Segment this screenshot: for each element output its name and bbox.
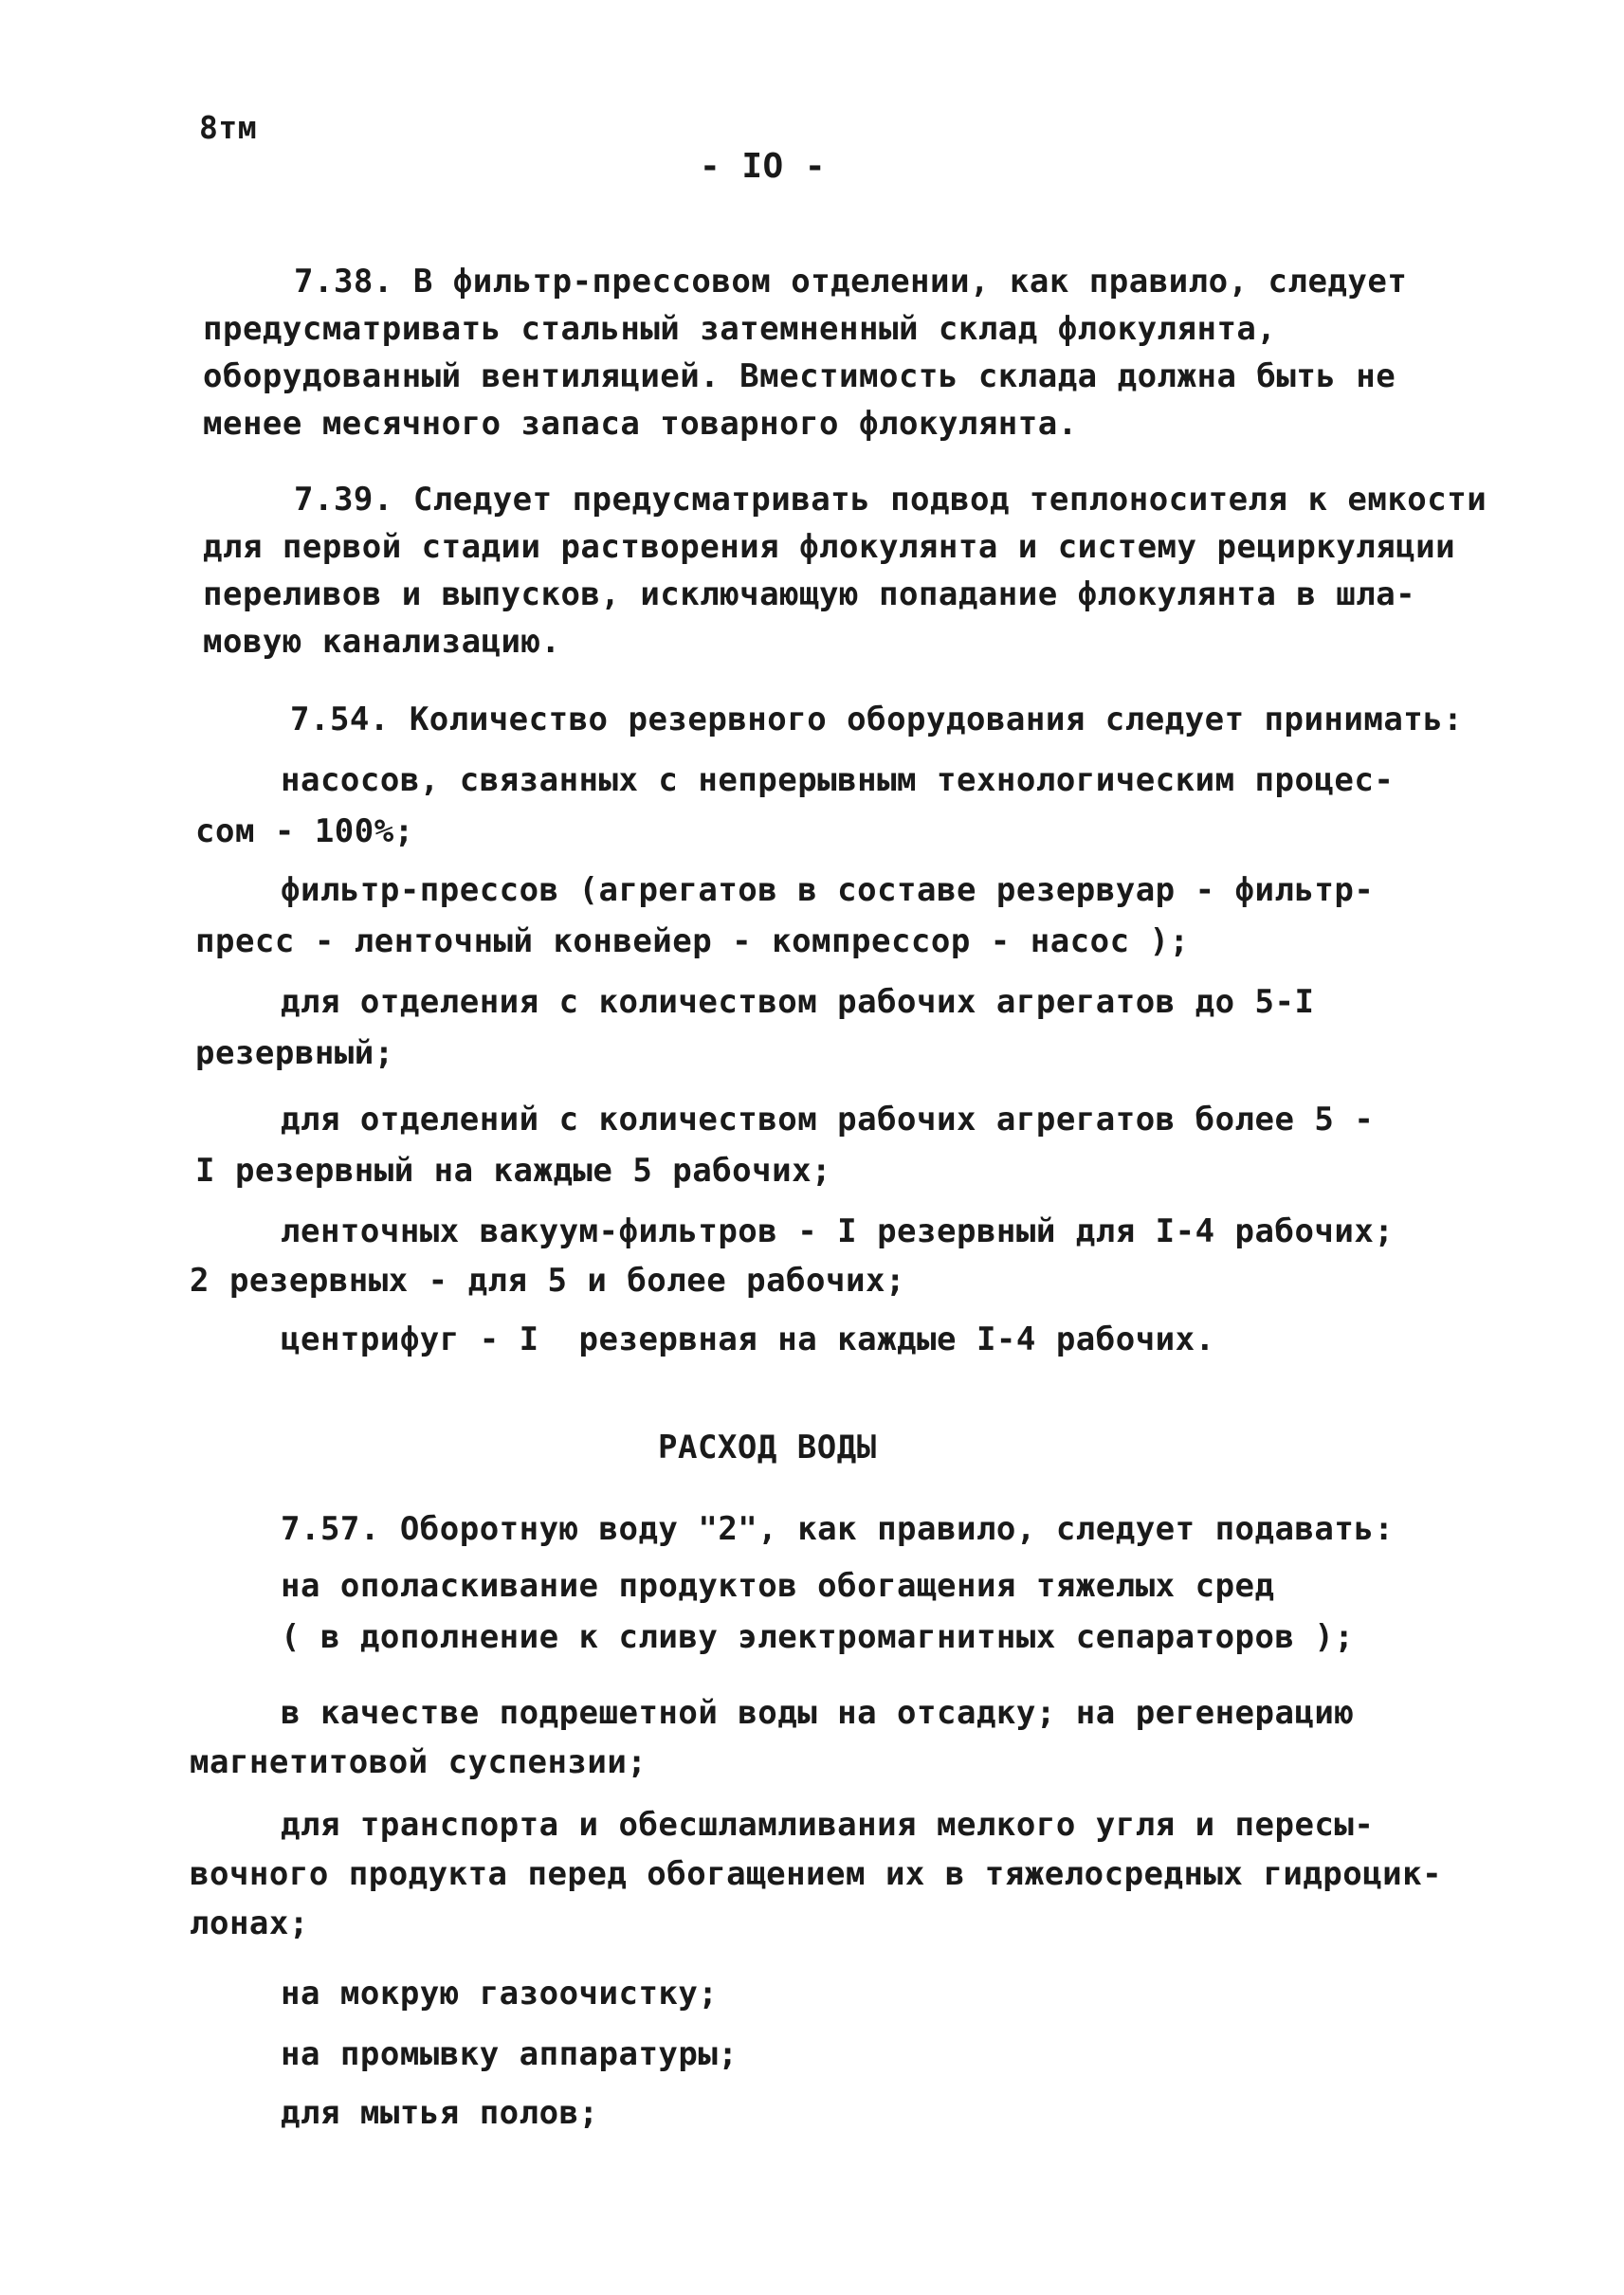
water-equipment-flushing-line: на промывку аппаратуры;	[281, 2035, 739, 2073]
reserve-vacuum-filters-line-1: ленточных вакуум-фильтров - I резервный для I-4 рабочих;	[281, 1212, 1395, 1250]
paragraph-7-38-line-3: оборудованный вентиляцией. Вместимость склада должна быть не	[203, 357, 1396, 395]
reserve-pumps-line-1: насосов, связанных с непрерывным технологическим процес-	[281, 761, 1395, 799]
page-number: - IO -	[700, 147, 827, 186]
paragraph-7-39-line-1: 7.39. Следует предусматривать подвод теплоносителя к емкости	[294, 481, 1487, 519]
reserve-pumps-line-2: сом - 100%;	[195, 812, 414, 850]
water-jig-line-1: в качестве подрешетной воды на отсадку; на регенерацию	[281, 1694, 1355, 1732]
reserve-dept-up-to-5-line-1: для отделения с количеством рабочих агрегатов до 5-I	[281, 983, 1315, 1021]
reserve-centrifuges-line: центрифуг - I резервная на каждые I-4 рабочих.	[281, 1321, 1215, 1358]
water-transport-line-3: лонах;	[190, 1904, 309, 1942]
reserve-filter-presses-line-1: фильтр-прессов (агрегатов в составе резервуар - фильтр-	[281, 871, 1375, 909]
document-code: 8тм	[199, 109, 258, 146]
water-rinse-line-2: ( в дополнение к сливу электромагнитных сепараторов );	[281, 1618, 1355, 1656]
water-transport-line-2: вочного продукта перед обогащением их в тяжелосредных гидроцик-	[190, 1855, 1443, 1893]
reserve-vacuum-filters-line-2: 2 резервных - для 5 и более рабочих;	[190, 1262, 905, 1300]
paragraph-7-57-line-1: 7.57. Оборотную воду "2", как правило, следует подавать:	[281, 1510, 1395, 1548]
paragraph-7-38-line-2: предусматривать стальный затемненный склад флокулянта,	[203, 310, 1277, 348]
section-title-water-consumption: РАСХОД ВОДЫ	[658, 1429, 877, 1466]
water-jig-line-2: магнетитовой суспензии;	[190, 1743, 648, 1781]
reserve-filter-presses-line-2: пресс - ленточный конвейер - компрессор - насос );	[195, 922, 1190, 960]
paragraph-7-54-line-1: 7.54. Количество резервного оборудования следует принимать:	[290, 701, 1464, 738]
water-transport-line-1: для транспорта и обесшламливания мелкого угля и пересы-	[281, 1806, 1375, 1844]
water-rinse-line-1: на ополаскивание продуктов обогащения тяжелых сред	[281, 1567, 1275, 1605]
paragraph-7-38-line-1: 7.38. В фильтр-прессовом отделении, как правило, следует	[294, 263, 1408, 301]
reserve-dept-more-5-line-2: I резервный на каждые 5 рабочих;	[195, 1152, 832, 1190]
paragraph-7-39-line-3: переливов и выпусков, исключающую попадание флокулянта в шла-	[203, 575, 1416, 613]
paragraph-7-39-line-2: для первой стадии растворения флокулянта и систему рециркуляции	[203, 528, 1456, 566]
reserve-dept-more-5-line-1: для отделений с количеством рабочих агрегатов более 5 -	[281, 1101, 1375, 1138]
paragraph-7-38-line-4: менее месячного запаса товарного флокулянта.	[203, 405, 1078, 443]
reserve-dept-up-to-5-line-2: резервный;	[195, 1034, 394, 1072]
water-gas-cleaning-line: на мокрую газоочистку;	[281, 1975, 719, 2013]
paragraph-7-39-line-4: мовую канализацию.	[203, 623, 561, 661]
water-floor-washing-line: для мытья полов;	[281, 2094, 599, 2132]
